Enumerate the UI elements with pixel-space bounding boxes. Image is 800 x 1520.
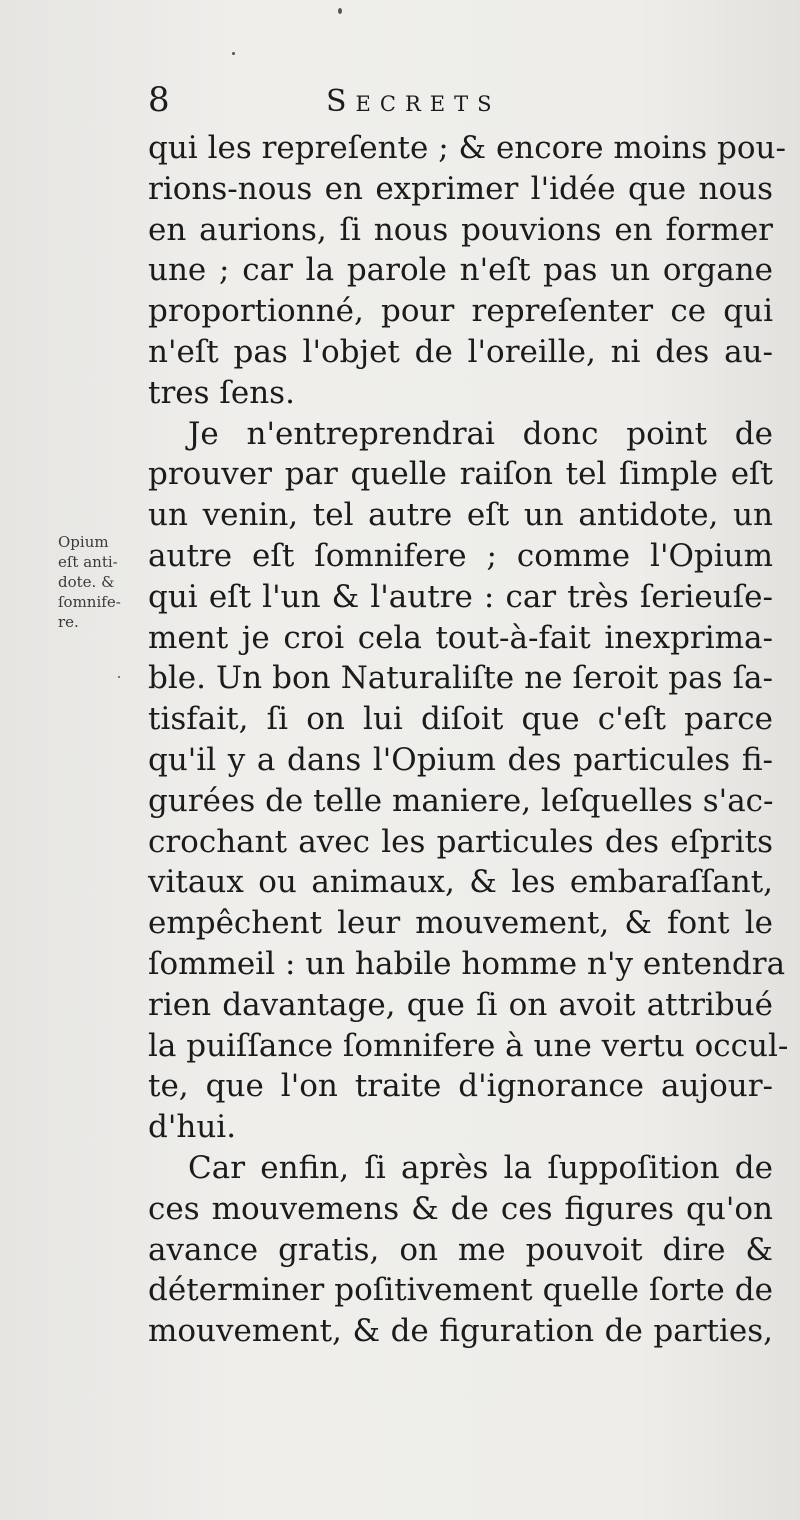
text-line: une ; car la parole n'eſt pas un organe bbox=[148, 252, 773, 289]
text-line: Je n'entreprendrai donc point de bbox=[188, 415, 773, 452]
text-line: en aurions, ſi nous pouvions en former bbox=[148, 211, 773, 248]
page-number: 8 bbox=[148, 80, 170, 120]
body-text bbox=[148, 128, 789, 1352]
text-line: n'eſt pas l'objet de l'oreille, ni des au- bbox=[148, 333, 773, 370]
text-line: te, que l'on traite d'ignorance aujour- bbox=[148, 1068, 773, 1105]
text-line: ſommeil : un habile homme n'y entendra bbox=[148, 945, 786, 982]
text-line: ces mouvemens & de ces figures qu'on bbox=[148, 1190, 773, 1227]
text-line: prouver par quelle raiſon tel ſimple eſt bbox=[148, 456, 773, 493]
text-line: d'hui. bbox=[148, 1109, 237, 1146]
text-line: ment je croi cela tout-à-fait inexprima- bbox=[148, 619, 773, 656]
text-line: ble. Un bon Naturaliſte ne ſeroit pas ſa- bbox=[148, 660, 773, 697]
text-line: qu'il y a dans l'Opium des particules fi- bbox=[148, 741, 773, 778]
ink-speck bbox=[338, 8, 342, 14]
text-line: déterminer poſitivement quelle ſorte de bbox=[148, 1272, 773, 1309]
margin-note-line: eſt anti- bbox=[58, 553, 118, 571]
ink-speck bbox=[232, 52, 235, 55]
text-line: la puiſſance ſomnifere à une vertu occul- bbox=[148, 1027, 789, 1064]
page-header bbox=[148, 78, 608, 122]
text-line: Car enfin, ſi après la ſuppoſition de bbox=[188, 1149, 773, 1186]
text-line: qui eſt l'un & l'autre : car très ſerieuſe- bbox=[148, 578, 773, 615]
margin-note-line: dote. & bbox=[58, 573, 115, 591]
text-line: empêchent leur mouvement, & font le bbox=[148, 905, 773, 942]
text-line: qui les repreſente ; & encore moins pou- bbox=[148, 130, 786, 166]
margin-note-line: Opium bbox=[58, 533, 109, 551]
margin-note-line: re. bbox=[58, 613, 79, 631]
text-line: avance gratis, on me pouvoit dire & bbox=[148, 1231, 773, 1268]
text-line: mouvement, & de figuration de parties, bbox=[148, 1313, 773, 1350]
ink-speck bbox=[118, 676, 120, 678]
text-line: rien davantage, que ſi on avoit attribué bbox=[148, 986, 773, 1023]
text-line: tres ſens. bbox=[148, 374, 295, 411]
text-line: vitaux ou animaux, & les embaraſſant, bbox=[148, 864, 773, 901]
text-line: tisfait, ſi on lui diſoit que c'eſt parce bbox=[148, 701, 773, 738]
text-line: un venin, tel autre eſt un antidote, un bbox=[148, 497, 773, 534]
running-title: Secrets bbox=[326, 84, 501, 119]
text-line: autre eſt ſomnifere ; comme l'Opium bbox=[148, 537, 773, 574]
text-line: rions-nous en exprimer l'idée que nous bbox=[148, 170, 773, 207]
margin-note bbox=[58, 532, 148, 632]
text-line: crochant avec les particules des eſprits bbox=[148, 823, 773, 860]
margin-note-line: ſomnife- bbox=[58, 593, 121, 611]
text-line: gurées de telle maniere, leſquelles s'ac- bbox=[148, 782, 774, 819]
text-line: proportionné, pour repreſenter ce qui bbox=[148, 293, 773, 330]
